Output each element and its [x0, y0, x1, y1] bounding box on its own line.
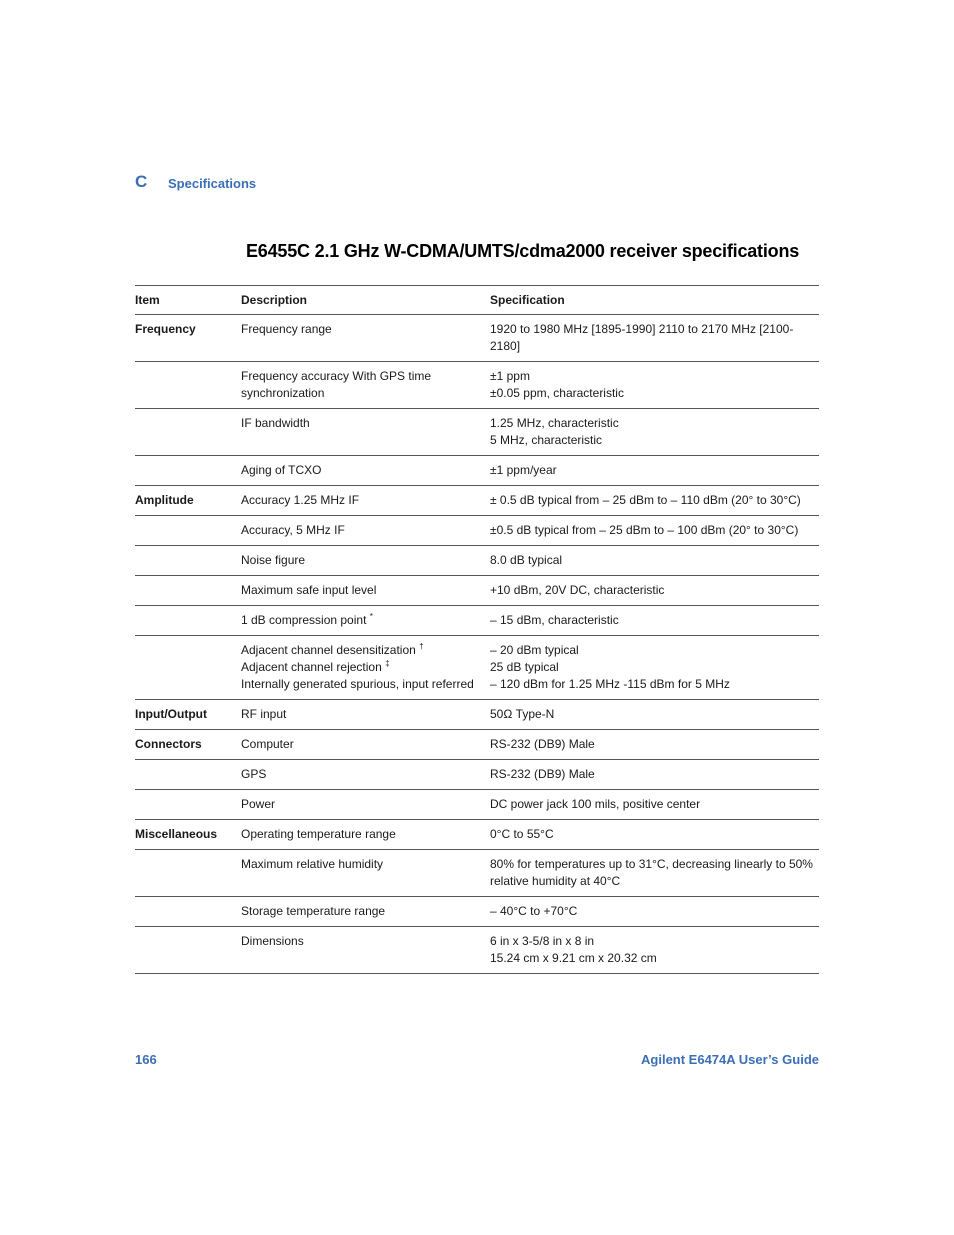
table-row — [135, 700, 819, 730]
chapter-title: Specifications — [168, 176, 257, 191]
description-line — [241, 659, 490, 676]
description-line — [241, 766, 490, 783]
description-text: Dimensions — [241, 934, 304, 948]
row-description — [241, 362, 490, 409]
description-text: Power — [241, 797, 276, 811]
specification-line: +10 dBm, 20V DC, characteristic — [490, 583, 665, 597]
description-text: Noise figure — [241, 553, 306, 567]
description-line — [241, 706, 490, 723]
table-row — [135, 362, 819, 409]
row-item — [135, 546, 241, 576]
table-header-row — [135, 286, 819, 315]
description-text: IF bandwidth — [241, 416, 310, 430]
description-text: Maximum relative humidity — [241, 857, 384, 871]
row-description — [241, 790, 490, 820]
row-specification — [490, 606, 819, 636]
specification-line: – 120 dBm for 1.25 MHz -115 dBm for 5 MHz — [490, 677, 730, 691]
row-description — [241, 456, 490, 486]
row-description — [241, 486, 490, 516]
description-line — [241, 736, 490, 753]
row-description — [241, 636, 490, 700]
table-row — [135, 546, 819, 576]
table-row — [135, 820, 819, 850]
description-line — [241, 462, 490, 479]
specification-line: ±0.5 dB typical from – 25 dBm to – 100 dBm (20° to 30°C) — [490, 523, 799, 537]
specification-line: – 40°C to +70°C — [490, 904, 578, 918]
description-text: Internally generated spurious, input referred — [241, 677, 474, 691]
description-text: RF input — [241, 707, 287, 721]
column-header-specification: Specification — [490, 286, 819, 315]
row-description — [241, 927, 490, 974]
row-specification — [490, 927, 819, 974]
description-line — [241, 368, 490, 402]
specification-line: 5 MHz, characteristic — [490, 433, 603, 447]
chapter-letter: C — [135, 172, 148, 191]
description-line — [241, 826, 490, 843]
page-number: 166 — [135, 1052, 157, 1067]
description-line — [241, 796, 490, 813]
row-specification — [490, 315, 819, 362]
row-item — [135, 897, 241, 927]
row-item — [135, 516, 241, 546]
description-line — [241, 552, 490, 569]
specification-line: ±1 ppm/year — [490, 463, 557, 477]
specification-line: – 15 dBm, characteristic — [490, 613, 619, 627]
description-line — [241, 321, 490, 338]
table-row — [135, 636, 819, 700]
footnote-marker: † — [419, 642, 424, 651]
row-description — [241, 606, 490, 636]
row-specification — [490, 576, 819, 606]
row-item: Input/Output — [135, 700, 241, 730]
description-text: Storage temperature range — [241, 904, 386, 918]
row-item — [135, 850, 241, 897]
specification-line: RS-232 (DB9) Male — [490, 767, 595, 781]
row-item — [135, 636, 241, 700]
row-specification — [490, 636, 819, 700]
row-specification — [490, 516, 819, 546]
specification-line: RS-232 (DB9) Male — [490, 737, 595, 751]
row-item: Miscellaneous — [135, 820, 241, 850]
row-item — [135, 790, 241, 820]
row-specification — [490, 730, 819, 760]
description-text: Adjacent channel desensitization — [241, 643, 416, 657]
description-text: 1 dB compression point — [241, 613, 367, 627]
specification-line: 0°C to 55°C — [490, 827, 554, 841]
specification-line: – 20 dBm typical — [490, 643, 579, 657]
specification-line: ±1 ppm — [490, 369, 530, 383]
specification-line: 6 in x 3-5/8 in x 8 in — [490, 934, 595, 948]
table-row — [135, 927, 819, 974]
row-description — [241, 516, 490, 546]
table-row — [135, 606, 819, 636]
row-description — [241, 700, 490, 730]
row-specification — [490, 820, 819, 850]
description-text: Aging of TCXO — [241, 463, 322, 477]
table-row — [135, 456, 819, 486]
table-row — [135, 850, 819, 897]
description-text: Adjacent channel rejection — [241, 660, 382, 674]
row-item — [135, 362, 241, 409]
row-specification — [490, 850, 819, 897]
row-item — [135, 760, 241, 790]
row-description — [241, 897, 490, 927]
specification-line: 50Ω Type-N — [490, 707, 555, 721]
row-item: Connectors — [135, 730, 241, 760]
description-text: GPS — [241, 767, 267, 781]
footnote-marker: ‡ — [385, 659, 390, 668]
description-text: Frequency range — [241, 322, 332, 336]
description-line — [241, 522, 490, 539]
row-item — [135, 409, 241, 456]
specification-line: 25 dB typical — [490, 660, 559, 674]
description-line — [241, 415, 490, 432]
description-line — [241, 582, 490, 599]
description-text: Operating temperature range — [241, 827, 396, 841]
description-text: Accuracy, 5 MHz IF — [241, 523, 345, 537]
row-item — [135, 927, 241, 974]
row-specification — [490, 790, 819, 820]
description-line — [241, 612, 490, 629]
description-line — [241, 933, 490, 950]
specification-line: 8.0 dB typical — [490, 553, 563, 567]
row-item — [135, 576, 241, 606]
footer-guide-title: Agilent E6474A User’s Guide — [641, 1052, 819, 1067]
column-header-description: Description — [241, 286, 490, 315]
table-row — [135, 315, 819, 362]
table-row — [135, 790, 819, 820]
row-description — [241, 409, 490, 456]
table-row — [135, 760, 819, 790]
row-description — [241, 760, 490, 790]
row-item: Frequency — [135, 315, 241, 362]
table-row — [135, 409, 819, 456]
specification-line: ± 0.5 dB typical from – 25 dBm to – 110 dBm (20° to 30°C) — [490, 493, 801, 507]
row-item: Amplitude — [135, 486, 241, 516]
specification-line: DC power jack 100 mils, positive center — [490, 797, 701, 811]
row-item — [135, 456, 241, 486]
specification-line: 1.25 MHz, characteristic — [490, 416, 619, 430]
row-specification — [490, 456, 819, 486]
row-description — [241, 850, 490, 897]
page-title: E6455C 2.1 GHz W-CDMA/UMTS/cdma2000 receiver specifications — [246, 241, 800, 261]
description-line — [241, 856, 490, 873]
row-description — [241, 820, 490, 850]
table-row — [135, 486, 819, 516]
row-specification — [490, 409, 819, 456]
specification-line: ±0.05 ppm, characteristic — [490, 386, 624, 400]
row-specification — [490, 760, 819, 790]
table-row — [135, 516, 819, 546]
description-text: Frequency accuracy With GPS time synchronization — [241, 369, 432, 400]
row-description — [241, 576, 490, 606]
table-row — [135, 897, 819, 927]
spec-table-body — [135, 315, 819, 974]
footnote-marker: * — [369, 612, 373, 621]
description-text: Accuracy 1.25 MHz IF — [241, 493, 360, 507]
description-line — [241, 642, 490, 659]
specification-line: 15.24 cm x 9.21 cm x 20.32 cm — [490, 951, 657, 965]
description-line — [241, 903, 490, 920]
row-specification — [490, 546, 819, 576]
specification-line: 1920 to 1980 MHz [1895-1990] 2110 to 2170 MHz [2100-2180] — [490, 322, 794, 353]
table-row — [135, 730, 819, 760]
row-specification — [490, 897, 819, 927]
row-specification — [490, 700, 819, 730]
spec-table — [135, 285, 819, 974]
row-item — [135, 606, 241, 636]
description-text: Computer — [241, 737, 294, 751]
description-line — [241, 492, 490, 509]
row-description — [241, 315, 490, 362]
description-line — [241, 676, 490, 693]
row-description — [241, 546, 490, 576]
row-specification — [490, 486, 819, 516]
table-row — [135, 576, 819, 606]
specification-line: 80% for temperatures up to 31°C, decreasing linearly to 50% relative humidity at 40°C — [490, 857, 813, 888]
column-header-item: Item — [135, 286, 241, 315]
row-specification — [490, 362, 819, 409]
description-text: Maximum safe input level — [241, 583, 377, 597]
row-description — [241, 730, 490, 760]
